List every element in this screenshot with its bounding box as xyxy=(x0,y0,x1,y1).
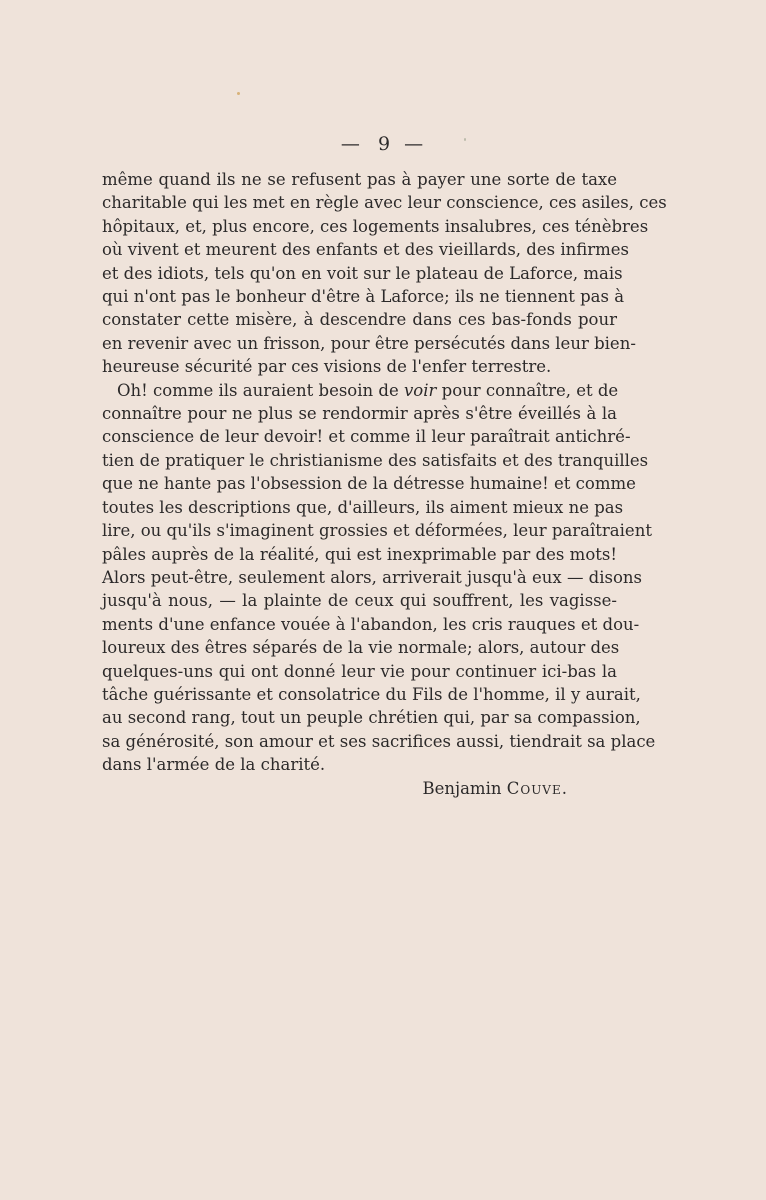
text-line: loureux des êtres séparés de la vie normale; alors, autour des xyxy=(102,638,620,658)
text-line xyxy=(102,379,617,402)
text-line: connaître pour ne plus se rendormir après s'être éveillés à la xyxy=(102,404,617,424)
text-line: et des idiots, tels qu'on en voit sur le plateau de Laforce, mais xyxy=(102,263,623,283)
text-line: que ne hante pas l'obsession de la détresse humaine! et comme xyxy=(102,474,636,494)
text-line: en revenir avec un frisson, pour être persécutés dans leur bien- xyxy=(102,333,636,353)
paragraph-2 xyxy=(102,379,656,777)
author-first-name: Benjamin xyxy=(422,778,502,798)
text-line: hôpitaux, et, plus encore, ces logements insalubres, ces ténèbres xyxy=(102,216,649,236)
text-line: pâles auprès de la réalité, qui est inexprimable par des mots! xyxy=(102,544,617,564)
text-line: où vivent et meurent des enfants et des vieillards, des infirmes xyxy=(102,240,630,260)
text-line: conscience de leur devoir! et comme il leur paraîtrait antichré- xyxy=(102,427,631,447)
page-number xyxy=(0,133,766,155)
text-line: quelques-uns qui ont donné leur vie pour continuer ici-bas la xyxy=(102,661,617,681)
paper-speck xyxy=(237,92,240,95)
page-number-value: 9 xyxy=(377,133,393,155)
text-line: tâche guérissante et consolatrice du Fils de l'homme, il y aurait, xyxy=(102,684,641,704)
text-line: tien de pratiquer le christianisme des satisfaits et des tranquilles xyxy=(102,450,649,470)
text-line: qui n'ont pas le bonheur d'être à Laforce; ils ne tiennent pas à xyxy=(102,287,625,307)
text-fragment: pour connaître, et de xyxy=(436,380,619,400)
text-fragment: Oh! comme ils auraient besoin de xyxy=(117,380,404,400)
text-line: ments d'une enfance vouée à l'abandon, les cris rauques et dou- xyxy=(102,614,640,634)
text-line: Alors peut-être, seulement alors, arriverait jusqu'à eux — disons xyxy=(102,567,643,587)
text-line: constater cette misère, à descendre dans ces bas-fonds pour xyxy=(102,310,617,330)
text-line: même quand ils ne se refusent pas à payer une sorte de taxe xyxy=(102,170,617,189)
author-signature xyxy=(102,777,617,800)
page-number-dash-left: — xyxy=(340,133,362,155)
text-line: toutes les descriptions que, d'ailleurs, ils aiment mieux ne pas xyxy=(102,497,624,517)
text-line: au second rang, tout un peuple chrétien qui, par sa compassion, xyxy=(102,708,641,728)
page-number-dash-right: — xyxy=(404,133,426,155)
body-text xyxy=(102,168,667,800)
author-last-name: Couve xyxy=(506,778,562,798)
text-line: dans l'armée de la charité. xyxy=(102,755,326,775)
text-line: lire, ou qu'ils s'imaginent grossies et déformées, leur paraîtraient xyxy=(102,521,652,541)
emphasis-text: voir xyxy=(403,380,437,400)
signature-period: . xyxy=(561,778,567,798)
paragraph-1 xyxy=(102,168,667,379)
text-line: jusqu'à nous, — la plainte de ceux qui souffrent, les vagisse- xyxy=(102,591,617,611)
text-line: charitable qui les met en règle avec leur conscience, ces asiles, ces xyxy=(102,193,667,213)
text-line: heureuse sécurité par ces visions de l'enfer terrestre. xyxy=(102,357,552,377)
text-line: sa générosité, son amour et ses sacrifices aussi, tiendrait sa place xyxy=(102,731,656,751)
